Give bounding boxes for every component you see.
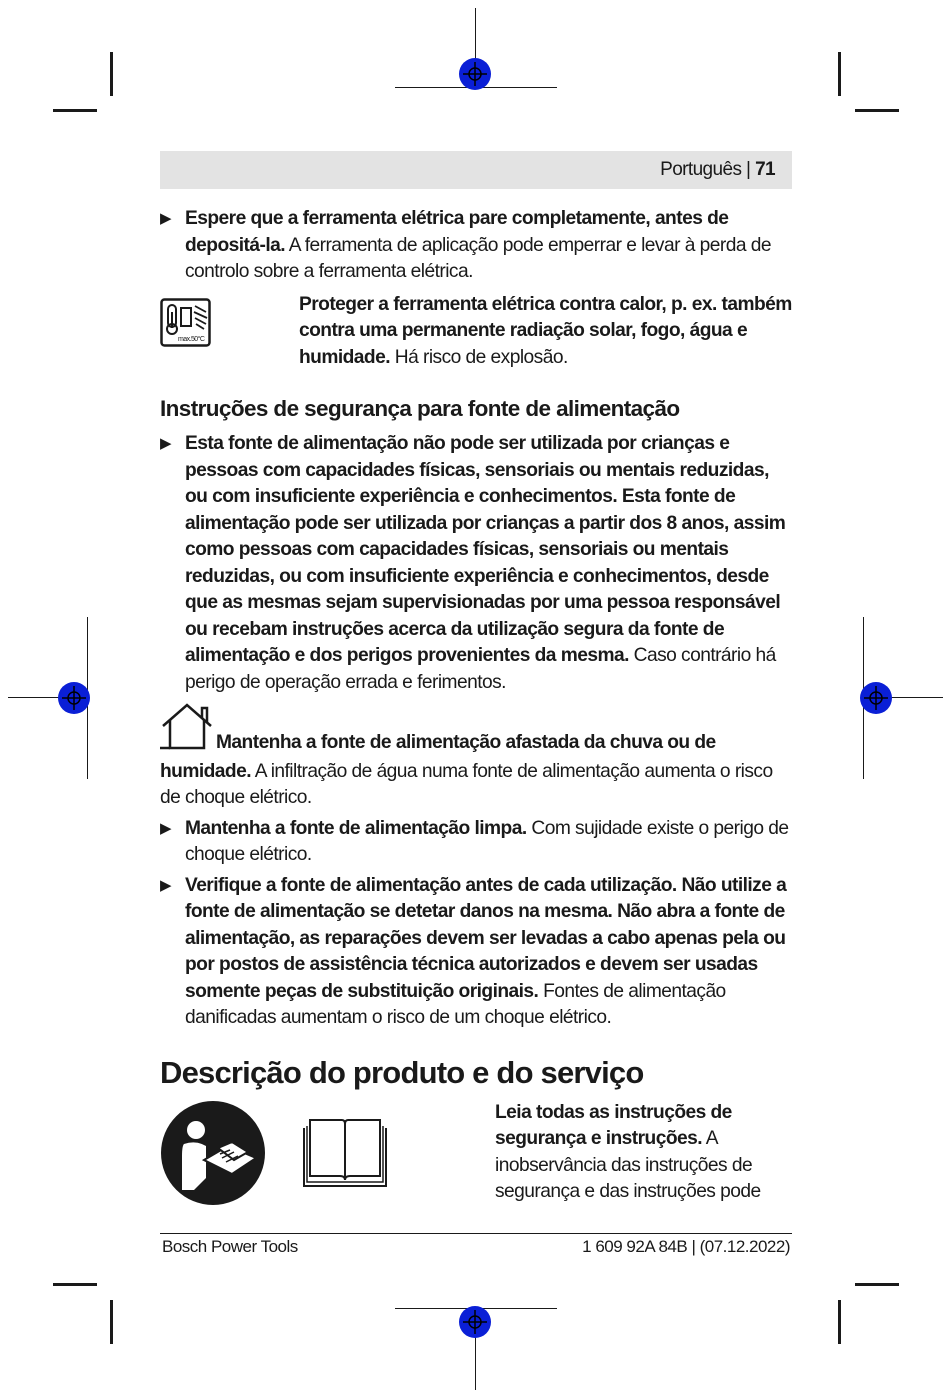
list-item bbox=[160, 431, 792, 696]
list-item bbox=[160, 873, 792, 1032]
thermometer-heat-icon bbox=[160, 298, 212, 357]
registration-mark-icon bbox=[860, 682, 892, 714]
crop-mark bbox=[855, 1283, 899, 1286]
bullet-arrow-icon: ▶ bbox=[160, 819, 171, 837]
crop-mark bbox=[110, 52, 113, 96]
crop-mark bbox=[53, 109, 97, 112]
footer-brand: Bosch Power Tools bbox=[162, 1237, 298, 1256]
bullet-arrow-icon: ▶ bbox=[160, 210, 171, 227]
list-item-text: Fontes de alimentação danificadas aumentam o risco de um choque elétrico. bbox=[185, 980, 726, 1028]
registration-mark-icon bbox=[459, 58, 491, 90]
list-item-text: Com sujidade existe o perigo de choque elétrico. bbox=[185, 817, 789, 865]
heat-warning-text: Há risco de explosão. bbox=[390, 346, 568, 368]
list-item-text: Caso contrário há perigo de operação errada e ferimentos. bbox=[185, 645, 776, 693]
indoor-use-icon bbox=[160, 702, 214, 759]
section-title-power: Instruções de segurança para fonte de alimentação bbox=[160, 396, 680, 421]
page-header-text bbox=[660, 159, 775, 181]
house-warning-bold: Mantenha a fonte de alimentação afastada da chuva ou de humidade. bbox=[160, 732, 716, 782]
list-item-bold: Esta fonte de alimentação não pode ser utilizada por crianças e pessoas com capacidades físicas, sensoriais ou mentais reduzidas, ou com insuficiente experiência e conhecimentos. Esta fonte de alimentação pode ser utilizada por crianças a partir dos 8 anos, assim como pessoas com capacidades físicas, sensoriais ou mentais reduzidas, ou com insuficiente experiência e conhecimentos, desde que as mesmas sejam supervisionadas por uma pessoa responsável ou recebam instruções acerca da utilização segura da fonte de alimentação e dos perigos provenientes da mesma. bbox=[185, 433, 786, 666]
registration-mark-icon bbox=[459, 1306, 491, 1338]
page-number: 71 bbox=[755, 159, 775, 180]
list-item-text: A ferramenta de aplicação pode emperrar e levar à perda de controlo sobre a ferramenta elétrica. bbox=[185, 234, 771, 282]
list-item-bold: Mantenha a fonte de alimentação limpa. bbox=[185, 817, 527, 839]
page-header bbox=[160, 151, 792, 189]
list-item bbox=[160, 816, 792, 869]
header-language: Português bbox=[660, 159, 742, 180]
read-manual-person-icon bbox=[160, 1100, 266, 1215]
read-instructions-block bbox=[160, 1100, 792, 1212]
footer-divider bbox=[160, 1233, 792, 1234]
heat-icon-label: max.50°C bbox=[178, 335, 205, 343]
crop-mark bbox=[855, 109, 899, 112]
manual-book-icon bbox=[302, 1116, 388, 1199]
crop-mark bbox=[110, 1300, 113, 1344]
main-content bbox=[160, 206, 792, 1212]
list-item bbox=[160, 206, 792, 286]
heat-warning bbox=[160, 292, 792, 372]
read-instructions-rest: A inobservância das instruções de segurança e das instruções pode bbox=[495, 1128, 761, 1202]
bullet-arrow-icon: ▶ bbox=[160, 435, 171, 452]
list-item-bold: Espere que a ferramenta elétrica pare completamente, antes de depositá-la. bbox=[185, 208, 729, 256]
house-warning bbox=[160, 702, 792, 812]
footer-doc-number: 1 609 92A 84B | (07.12.2022) bbox=[582, 1237, 790, 1256]
crop-mark bbox=[838, 1300, 841, 1344]
read-instructions-bold: Leia todas as instruções de segurança e instruções. bbox=[495, 1101, 732, 1149]
bullet-arrow-icon: ▶ bbox=[160, 876, 171, 894]
heat-warning-bold: Proteger a ferramenta elétrica contra calor, p. ex. também contra uma permanente radiação solar, fogo, água e humidade. bbox=[299, 293, 792, 368]
registration-mark-icon bbox=[58, 682, 90, 714]
crop-mark bbox=[838, 52, 841, 96]
house-warning-text: A infiltração de água numa fonte de alimentação aumenta o risco de choque elétrico. bbox=[160, 760, 773, 808]
list-item-bold: Verifique a fonte de alimentação antes de cada utilização. Não utilize a fonte de alimentação se detetar danos na mesma. Não abra a fonte de alimentação, as reparações devem ser levadas a cabo apenas pela ou por postos de assistência técnica autorizados e devem ser usadas somente peças de substituição originais. bbox=[185, 874, 787, 1002]
section-title-product: Descrição do produto e do serviço bbox=[160, 1054, 644, 1090]
read-instructions-text bbox=[495, 1100, 795, 1206]
crop-mark bbox=[53, 1283, 97, 1286]
header-separator: | bbox=[746, 159, 751, 180]
